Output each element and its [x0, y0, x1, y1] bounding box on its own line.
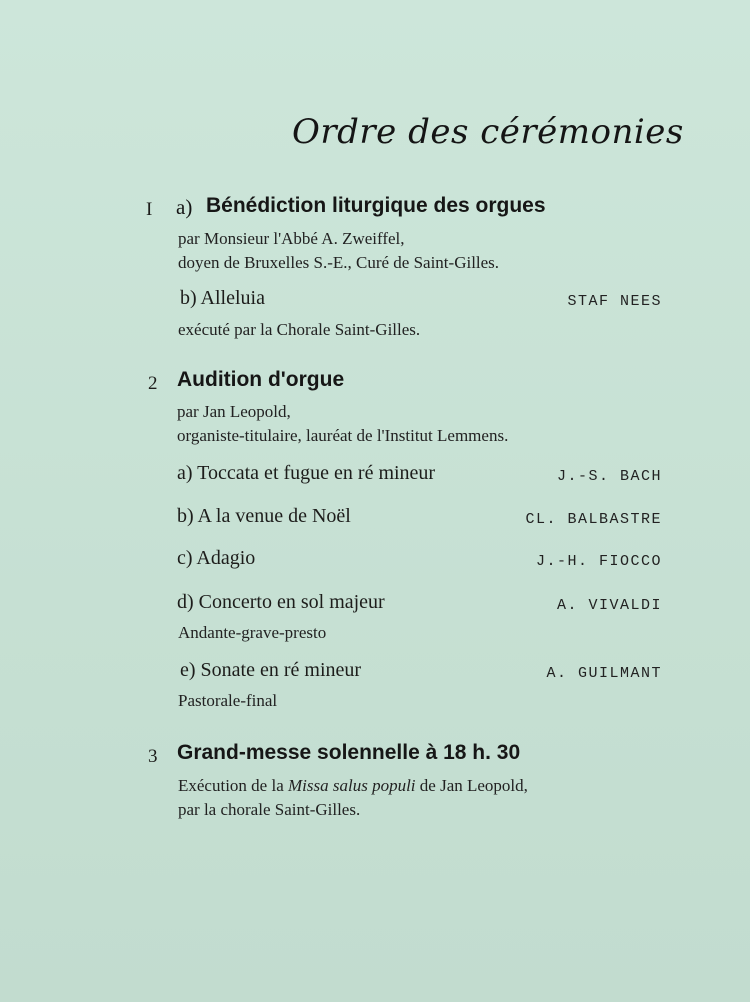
piece-e-composer: A. GUILMANT — [546, 665, 662, 682]
piece-a-label: a) Toccata et fugue en ré mineur — [177, 462, 436, 484]
section-2-number: 2 — [148, 373, 158, 394]
section-1-item-b-note: exécuté par la Chorale Saint-Gilles. — [178, 320, 421, 339]
section-1-item-a-line1: par Monsieur l'Abbé A. Zweiffel, — [178, 229, 405, 248]
section-1-item-b-label: b) Alleluia — [180, 287, 265, 309]
section-3-line1-post: de Jan Leopold, — [415, 776, 528, 795]
section-2-title: Audition d'orgue — [177, 368, 345, 391]
section-2-line2: organiste-titulaire, lauréat de l'Institut Lemmens. — [177, 426, 509, 445]
piece-c-label: c) Adagio — [177, 547, 256, 569]
piece-d-label: d) Concerto en sol majeur — [177, 591, 385, 613]
page-title: Ordre des cérémonies — [292, 112, 684, 152]
piece-d-composer: A. VIVALDI — [556, 597, 662, 614]
section-3-line2: par la chorale Saint-Gilles. — [178, 800, 361, 819]
piece-c-composer: J.-H. FIOCCO — [535, 553, 662, 570]
section-3-number: 3 — [148, 746, 158, 767]
section-1-number: I — [146, 199, 153, 220]
section-1-item-a-line2: doyen de Bruxelles S.-E., Curé de Saint-Gilles. — [178, 253, 500, 272]
piece-b-label: b) A la venue de Noël — [177, 505, 351, 527]
section-3-title: Grand-messe solennelle à 18 h. 30 — [177, 741, 521, 764]
section-3-line1-pre: Exécution de la — [178, 776, 288, 795]
section-1-item-a-letter: a) — [176, 195, 193, 219]
section-1-item-b-composer: STAF NEES — [567, 293, 662, 310]
piece-a-composer: J.-S. BACH — [556, 468, 662, 485]
section-3-mass-title: Missa salus populi — [288, 776, 416, 795]
piece-e-note: Pastorale-final — [178, 691, 278, 710]
piece-d-note: Andante-grave-presto — [178, 623, 327, 642]
section-2-line1: par Jan Leopold, — [177, 402, 291, 421]
section-3-line1 — [178, 776, 528, 796]
piece-b-composer: CL. BALBASTRE — [525, 511, 662, 528]
section-1-item-a-title: Bénédiction liturgique des orgues — [206, 194, 546, 217]
piece-e-label: e) Sonate en ré mineur — [180, 659, 362, 681]
